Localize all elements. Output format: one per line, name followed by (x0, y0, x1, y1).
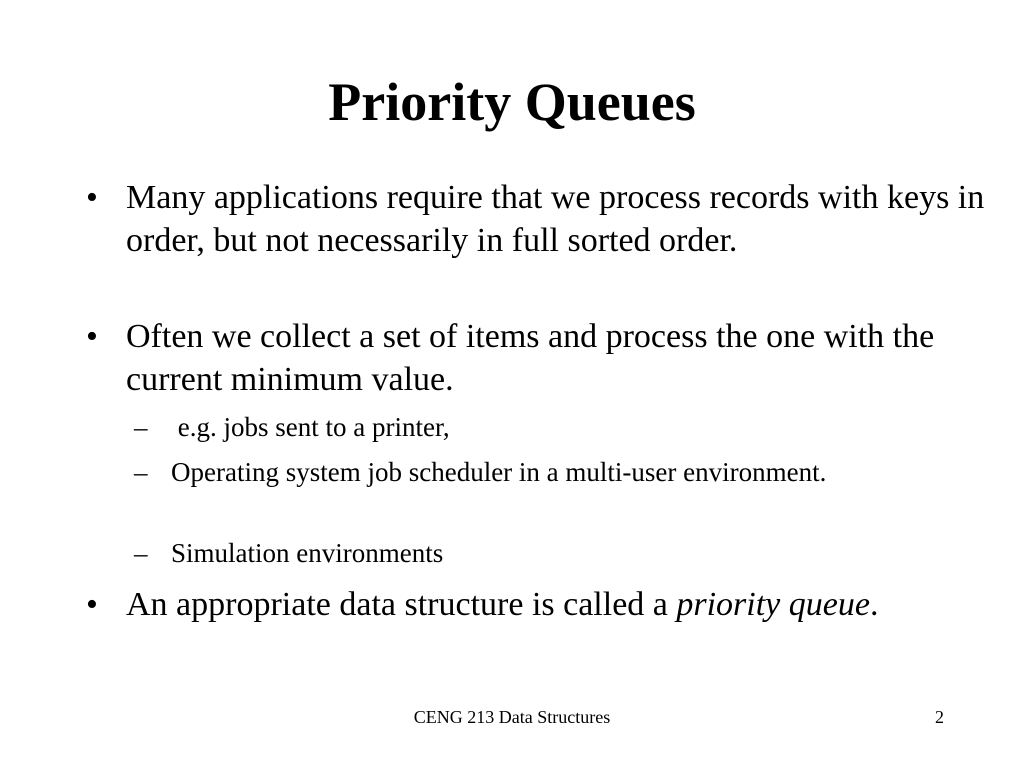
sub-bullet-item (134, 410, 971, 445)
sub-bullet-text: Operating system job scheduler in a multi-user environment. (171, 457, 827, 487)
sub-bullet-text: e.g. jobs sent to a printer, (171, 412, 450, 442)
bullet-marker: • (86, 179, 98, 216)
bullet-text-italic: priority queue (676, 586, 870, 623)
bullet-marker: • (86, 318, 98, 355)
bullet-text-plain: An appropriate data structure is called a (126, 586, 677, 623)
sub-bullet-marker: – (134, 412, 148, 442)
sub-bullet-marker: – (134, 457, 148, 487)
bullet-text: Often we collect a set of items and process the one with the current minimum value. (126, 318, 935, 398)
bullet-marker: • (86, 586, 98, 623)
bullet-item (86, 583, 986, 626)
bullet-item (86, 315, 986, 401)
footer-page-number: 2 (935, 707, 944, 727)
sub-bullet-text: Simulation environments (171, 538, 444, 568)
bullet-text: Many applications require that we process records with keys in order, but not necessarily in full sorted order. (126, 179, 985, 259)
footer-course: CENG 213 Data Structures (413, 707, 611, 727)
bullet-text-end: . (869, 586, 879, 623)
bullet-item (86, 176, 986, 262)
slide-title: Priority Queues (328, 72, 696, 132)
sub-bullet-item (134, 536, 971, 571)
sub-bullet-item (134, 455, 971, 490)
sub-bullet-marker: – (134, 538, 148, 568)
